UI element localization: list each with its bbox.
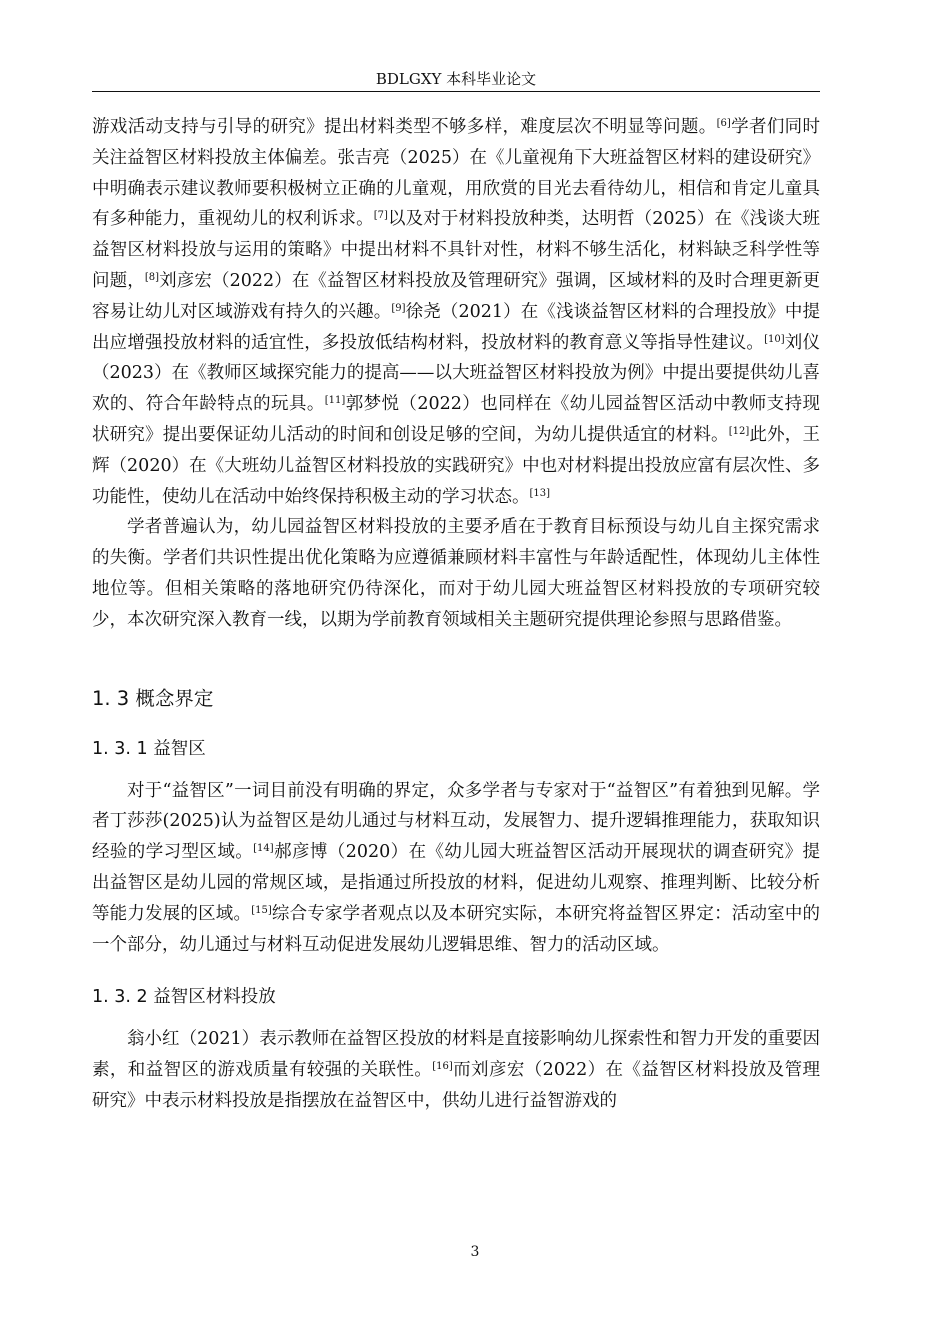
citation-marker: [14] (253, 843, 274, 855)
citation-marker: [7] (373, 210, 388, 222)
paragraph-summary (92, 512, 820, 635)
paragraph-text-run: 郝彦博（2020）在《幼儿园大班益智区活动开展现状的调查研究》提出益智区是幼儿园的常规区域，是指通过所投放的材料，促进幼儿观察、推理判断、比较分析等能力发展的区域。 (92, 842, 820, 924)
subsection-heading-puzzle-area: 1. 3. 1 益智区 (92, 738, 206, 759)
paragraph-text-run: 郭梦悦（2022）也同样在《幼儿园益智区活动中教师支持现状研究》提出要保证幼儿活动的时间和创设足够的空间，为幼儿提供适宜的材料。 (92, 394, 820, 445)
paragraph-text-run: 学者普遍认为，幼儿园益智区材料投放的主要矛盾在于教育目标预设与幼儿自主探究需求的失衡。学者们共识性提出优化策略为应遵循兼顾材料丰富性与年龄适配性，体现幼儿主体性地位等。但相关策略的落地研究仍待深化，而对于幼儿园大班益智区材料投放的专项研究较少，本次研究深入教育一线，以期为学前教育领域相关主题研究提供理论参照与思路借鉴。 (92, 517, 820, 630)
paragraph-text-run: 此外，王辉（2020）在《大班幼儿益智区材料投放的实践研究》中也对材料提出投放应富有层次性、多功能性，使幼儿在活动中始终保持积极主动的学习状态。 (92, 424, 820, 507)
paragraph-text-run: 刘仪（2023）在《教师区域探究能力的提高——以大班益智区材料投放为例》中提出要提供幼儿喜欢的、符合年龄特点的玩具。 (92, 332, 820, 415)
paragraph-text-run: 以及对于材料投放种类，达明哲（2025）在《浅谈大班益智区材料投放与运用的策略》中提出材料不具针对性，材料不够生活化，材料缺乏科学性等问题， (92, 209, 820, 291)
paragraph-text-run: 游戏活动支持与引导的研究》提出材料类型不够多样，难度层次不明显等问题。 (92, 117, 717, 137)
paragraph-text-run: 学者们同时关注益智区材料投放主体偏差。张吉亮（2025）在《儿童视角下大班益智区材料的建设研究》中明确表示建议教师要积极树立正确的儿童观，用欣赏的目光去看待幼儿，相信和肯定儿童具有多种能力，重视幼儿的权利诉求。 (92, 117, 821, 230)
paragraph-text-run: 而刘彦宏（2022）在《益智区材料投放及管理研究》中表示材料投放是指摆放在益智区中，供幼儿进行益智游戏的 (92, 1060, 820, 1111)
citation-marker: [11] (324, 395, 346, 407)
page-body (92, 112, 820, 1117)
subsection-heading-material-placement: 1. 3. 2 益智区材料投放 (92, 987, 276, 1008)
citation-marker: [6] (716, 118, 731, 129)
paragraph-text-run: 翁小红（2021）表示教师在益智区投放的材料是直接影响幼儿探索性和智力开发的重要因素，和益智区的游戏质量有较强的关联性。 (92, 1029, 820, 1081)
citation-marker: [8] (144, 271, 160, 283)
paragraph-text-run: 对于“益智区”一词目前没有明确的界定，众多学者与专家对于“益智区”有着独到见解。学者丁莎莎(2025)认为益智区是幼儿通过与材料互动，发展智力、提升逻辑推理能力，获取知识经验的学习型区域。 (92, 780, 820, 863)
paragraph-puzzle-area-definition (92, 776, 820, 961)
citation-marker: [10] (764, 333, 785, 345)
citation-marker: [9] (391, 302, 406, 314)
header-divider (92, 91, 820, 92)
paragraph-text-run: 刘彦宏（2022）在《益智区材料投放及管理研究》强调，区域材料的及时合理更新更容易让幼儿对区域游戏有持久的兴趣。 (92, 270, 821, 322)
running-header: BDLGXY 本科毕业论文 (375, 70, 537, 88)
citation-marker: [16] (432, 1061, 453, 1073)
paragraph-literature-review (92, 112, 820, 512)
citation-marker: [12] (728, 425, 750, 437)
paragraph-material-placement (92, 1024, 820, 1116)
paragraph-text-run: 综合专家学者观点以及本研究实际，本研究将益智区界定：活动室中的一个部分，幼儿通过与材料互动促进发展幼儿逻辑思维、智力的活动区域。 (92, 903, 821, 955)
page-number: 3 (470, 1244, 480, 1260)
citation-marker: [15] (251, 904, 272, 916)
citation-marker: [13] (529, 487, 551, 499)
paragraph-text-run: 徐尧（2021）在《浅谈益智区材料的合理投放》中提出应增强投放材料的适宜性，多投放低结构材料，投放材料的教育意义等指导性建议。 (92, 301, 820, 353)
section-heading-concepts: 1. 3 概念界定 (92, 686, 214, 710)
